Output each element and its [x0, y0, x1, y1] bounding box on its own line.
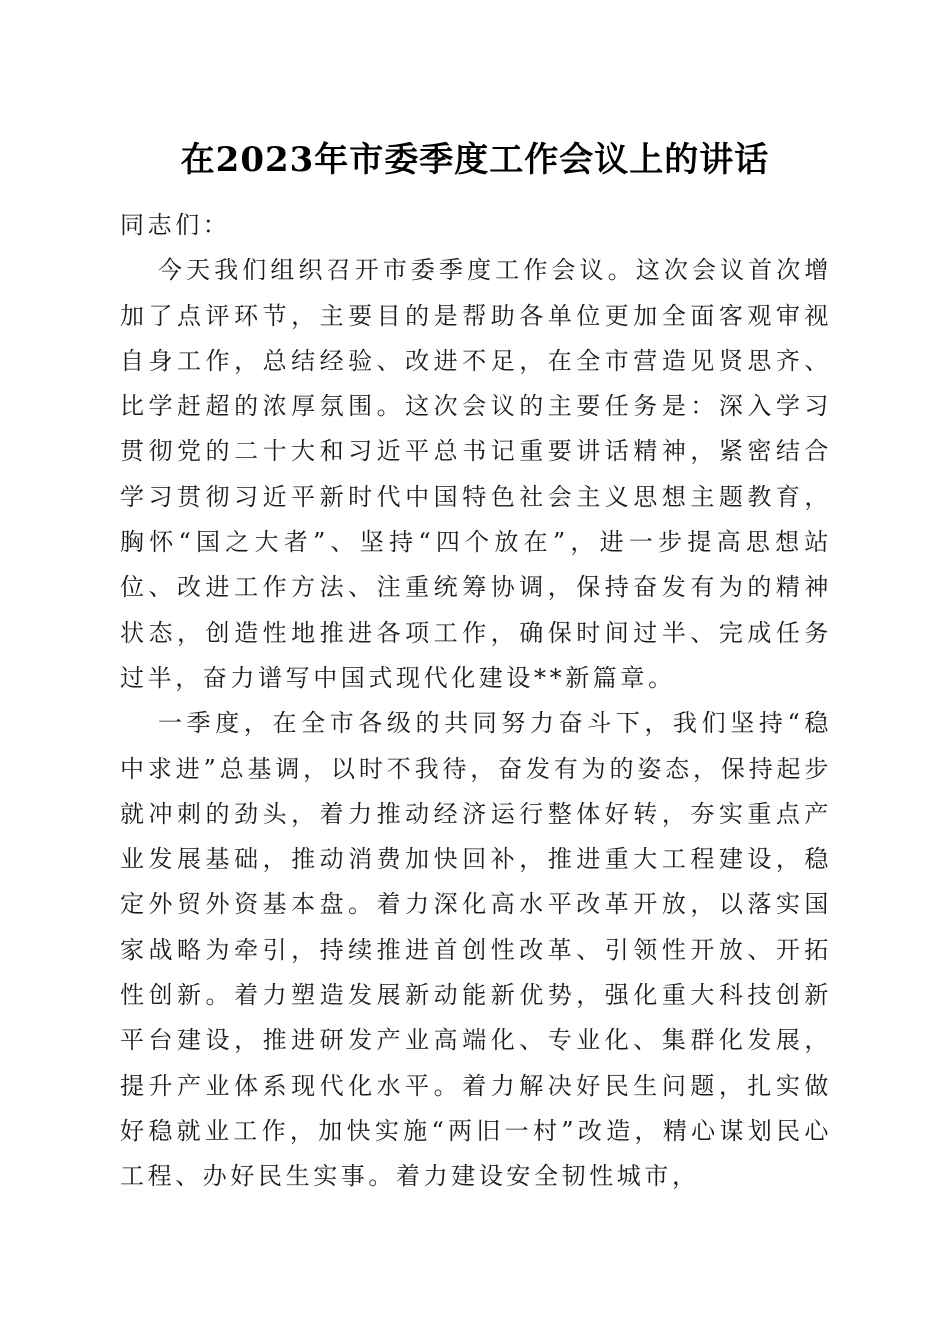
document-body [120, 203, 832, 1200]
document-title: 在2023年市委季度工作会议上的讲话 [180, 140, 770, 180]
salutation: 同志们： [120, 211, 231, 239]
paragraph-opening: 今天我们组织召开市委季度工作会议。这次会议首次增加了点评环节，主要目的是帮助各单位更加全面客观审视自身工作，总结经验、改进不足，在全市营造见贤思齐、比学赶超的浓厚氛围。这次会议的主要任务是：深入学习贯彻党的二十大和习近平总书记重要讲话精神，紧密结合学习贯彻习近平新时代中国特色社会主义思想主题教育，胸怀“国之大者”、坚持“四个放在”，进一步提高思想站位、改进工作方法、注重统筹协调，保持奋发有为的精神状态，创造性地推进各项工作，确保时间过半、完成任务过半，奋力谱写中国式现代化建设**新篇章。 [120, 256, 832, 692]
paragraph-first-quarter: 一季度，在全市各级的共同努力奋斗下，我们坚持“稳中求进”总基调，以时不我待，奋发有为的姿态，保持起步就冲刺的劲头，着力推动经济运行整体好转，夯实重点产业发展基础，推动消费加快回补，推进重大工程建设，稳定外贸外资基本盘。着力深化高水平改革开放，以落实国家战略为牵引，持续推进首创性改革、引领性开放、开拓性创新。着力塑造发展新动能新优势，强化重大科技创新平台建设，推进研发产业高端化、专业化、集群化发展，提升产业体系现代化水平。着力解决好民生问题，扎实做好稳就业工作，加快实施“两旧一村”改造，精心谋划民心工程、办好民生实事。着力建设安全韧性城市， [120, 709, 832, 1191]
